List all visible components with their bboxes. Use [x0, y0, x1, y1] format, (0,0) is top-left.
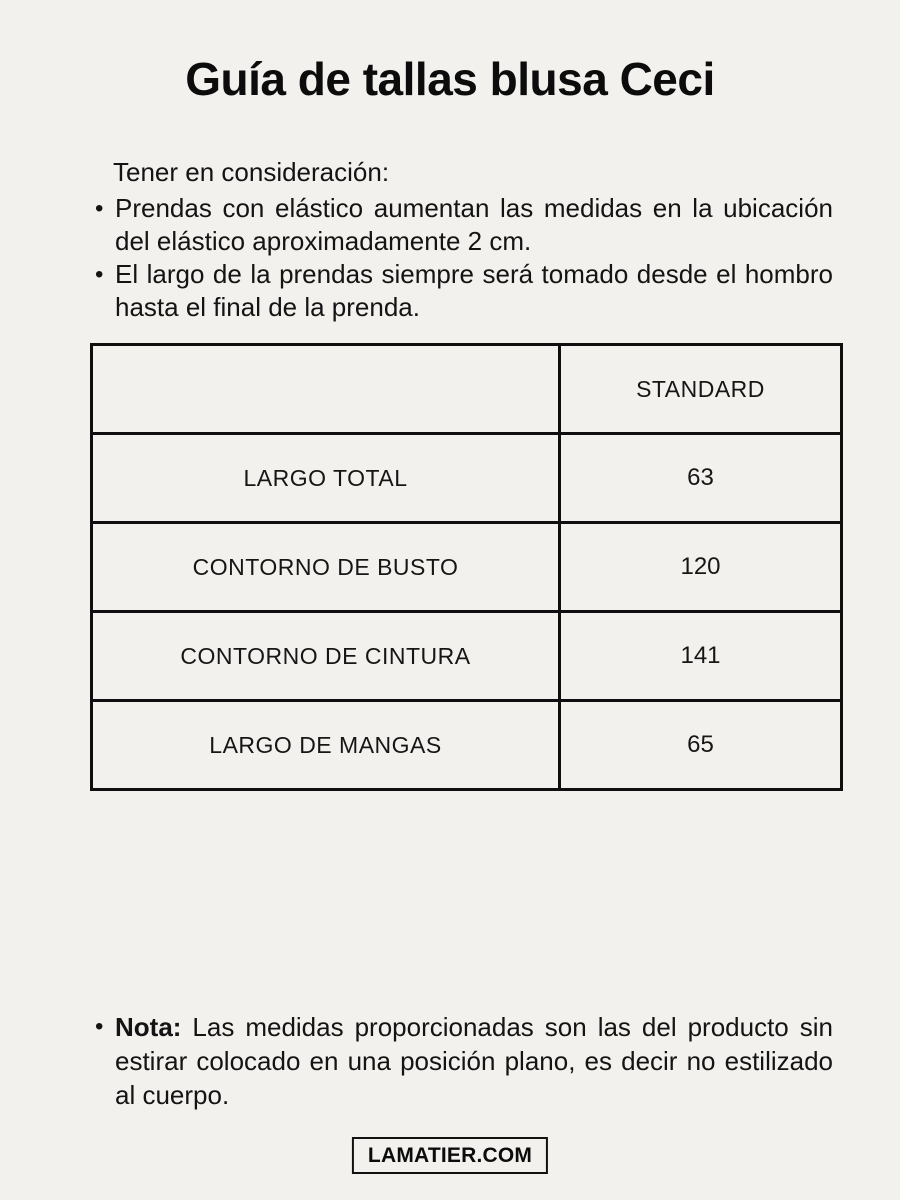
consideration-item	[95, 258, 833, 324]
size-guide-table	[90, 343, 843, 791]
table-header-row	[92, 345, 842, 434]
measurement-value: 141	[560, 612, 842, 701]
table-row	[92, 523, 842, 612]
consideration-item	[95, 192, 833, 258]
table-row	[92, 701, 842, 790]
brand-badge: LAMATIER.COM	[352, 1137, 548, 1174]
measurement-label: LARGO DE MANGAS	[92, 701, 560, 790]
note-section	[95, 1010, 833, 1112]
table-corner-cell	[92, 345, 560, 434]
table-row	[92, 434, 842, 523]
consideration-text: El largo de la prendas siempre será tomado desde el hombro hasta el final de la prenda.	[115, 259, 833, 322]
note-body: Las medidas proporcionadas son las del producto sin estirar colocado en una posición plano, es decir no estilizado al cuerpo.	[115, 1012, 833, 1110]
bullet-icon: •	[95, 195, 104, 222]
measurement-value: 65	[560, 701, 842, 790]
measurement-label: CONTORNO DE BUSTO	[92, 523, 560, 612]
bullet-icon: •	[95, 261, 104, 288]
measurement-label: LARGO TOTAL	[92, 434, 560, 523]
note-text	[115, 1010, 833, 1112]
measurement-value: 120	[560, 523, 842, 612]
note-item	[95, 1010, 833, 1112]
bullet-icon: •	[95, 1013, 104, 1040]
note-label: Nota:	[115, 1012, 182, 1042]
page-title: Guía de tallas blusa Ceci	[185, 53, 715, 105]
measurement-label: CONTORNO DE CINTURA	[92, 612, 560, 701]
considerations-section	[95, 156, 833, 324]
table-column-header: STANDARD	[560, 345, 842, 434]
table-row	[92, 612, 842, 701]
considerations-heading: Tener en consideración:	[113, 157, 390, 187]
consideration-text: Prendas con elástico aumentan las medidas en la ubicación del elástico aproximadamente 2 cm.	[115, 193, 833, 256]
measurement-value: 63	[560, 434, 842, 523]
